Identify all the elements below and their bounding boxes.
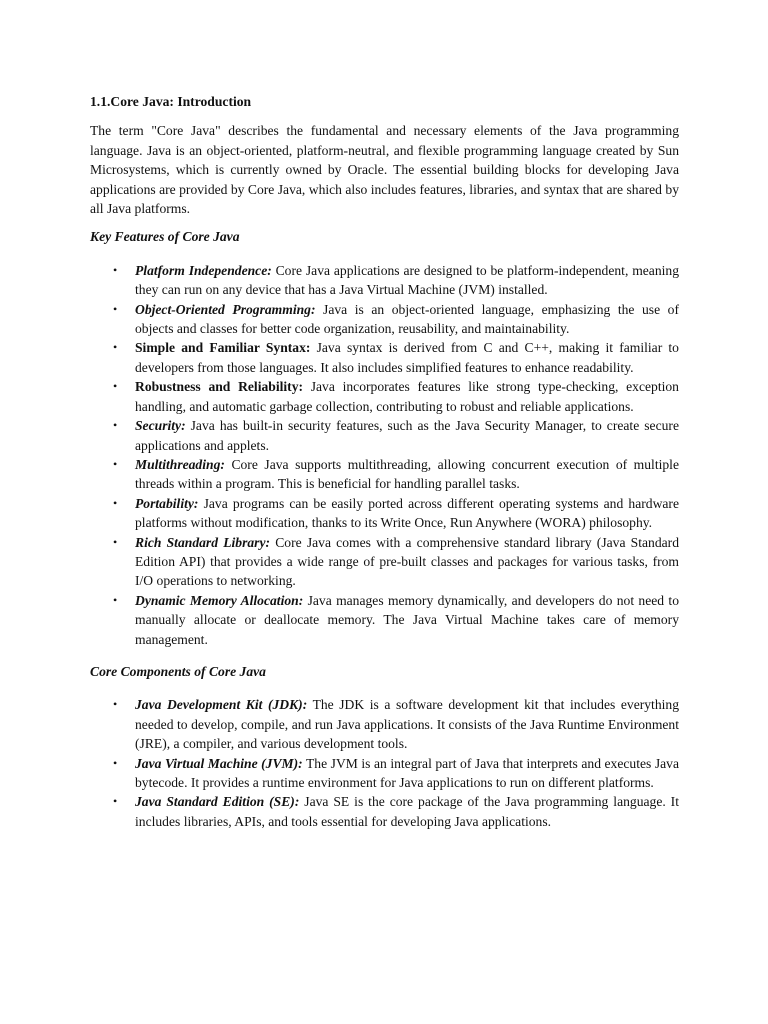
item-text: Core Java supports multithreading, allowing concurrent execution of multiple threads within a program. This is beneficial for handling parallel tasks. bbox=[135, 456, 679, 492]
bullet-icon: • bbox=[113, 534, 118, 549]
item-text: Java SE is the core package of the Java programming language. It includes libraries, APIs, and tools essential for developing Java applications. bbox=[135, 794, 679, 829]
features-list bbox=[90, 261, 679, 649]
list-item bbox=[90, 261, 679, 300]
list-item bbox=[90, 300, 679, 339]
list-item bbox=[90, 377, 679, 416]
bullet-icon: • bbox=[113, 755, 118, 770]
list-item bbox=[90, 494, 679, 533]
item-term: Portability: bbox=[135, 495, 199, 511]
item-text: Core Java comes with a comprehensive standard library (Java Standard Edition API) that provides a wide range of pre-built classes and packages for various tasks, from I/O operations to networking. bbox=[135, 534, 679, 589]
document-page bbox=[90, 92, 679, 844]
list-item bbox=[90, 792, 679, 831]
components-list bbox=[90, 695, 679, 831]
item-term: Simple and Familiar Syntax: bbox=[135, 340, 311, 356]
item-term: Platform Independence: bbox=[135, 262, 272, 278]
list-item bbox=[90, 455, 679, 494]
bullet-icon: • bbox=[113, 794, 118, 809]
item-term: Rich Standard Library: bbox=[135, 534, 271, 550]
item-term: Java Virtual Machine (JVM): bbox=[135, 755, 303, 771]
item-text: Java is an object-oriented language, emphasizing the use of objects and classes for better code organization, reusability, and maintainability. bbox=[135, 301, 679, 337]
features-heading: Key Features of Core Java bbox=[90, 229, 240, 245]
components-heading: Core Components of Core Java bbox=[90, 663, 266, 679]
item-text: Java programs can be easily ported across different operating systems and hardware platforms without modification, thanks to its Write Once, Run Anywhere (WORA) philosophy. bbox=[135, 495, 679, 531]
bullet-icon: • bbox=[113, 456, 118, 471]
section-title: 1.1.Core Java: Introduction bbox=[90, 94, 252, 109]
list-item bbox=[90, 695, 679, 753]
list-item bbox=[90, 416, 679, 455]
bullet-icon: • bbox=[113, 379, 118, 394]
bullet-icon: • bbox=[113, 340, 118, 355]
bullet-icon: • bbox=[113, 262, 118, 277]
item-term: Java Development Kit (JDK): bbox=[135, 697, 308, 713]
item-term: Object-Oriented Programming: bbox=[135, 301, 316, 317]
list-item bbox=[90, 338, 679, 377]
item-term: Dynamic Memory Allocation: bbox=[135, 592, 304, 608]
item-text: Core Java applications are designed to be platform-independent, meaning they can run on any device that has a Java Virtual Machine (JVM) installed. bbox=[135, 262, 680, 298]
item-text: The JDK is a software development kit that includes everything needed to develop, compile, and run Java applications. It consists of the Java Runtime Environment (JRE), a compiler, and various development tools. bbox=[135, 697, 679, 752]
item-term: Java Standard Edition (SE): bbox=[135, 794, 300, 810]
bullet-icon: • bbox=[113, 592, 118, 607]
list-item bbox=[90, 591, 679, 649]
bullet-icon: • bbox=[113, 495, 118, 510]
item-term: Security: bbox=[135, 418, 186, 434]
item-text: Java manages memory dynamically, and developers do not need to manually allocate or deallocate memory. The Java Virtual Machine takes care of memory management. bbox=[135, 592, 679, 647]
item-text: Java has built-in security features, such as the Java Security Manager, to create secure applications and applets. bbox=[135, 418, 679, 453]
bullet-icon: • bbox=[113, 418, 118, 433]
item-term: Multithreading: bbox=[135, 456, 225, 472]
item-text: The JVM is an integral part of Java that interprets and executes Java bytecode. It provides a runtime environment for Java applications to run on different platforms. bbox=[135, 755, 680, 790]
item-term: Robustness and Reliability: bbox=[135, 379, 304, 395]
bullet-icon: • bbox=[113, 301, 118, 316]
list-item bbox=[90, 754, 679, 793]
intro-paragraph: The term "Core Java" describes the fundamental and necessary elements of the Java programming language. Java is an object-oriented, platform-neutral, and flexible programming language created by Sun Microsystems, which is currently owned by Oracle. The essential building blocks for developing Java applications are provided by Core Java, which also includes features, libraries, and syntax that are shared by all Java platforms. bbox=[90, 123, 679, 217]
item-text: Java incorporates features like strong type-checking, exception handling, and automatic garbage collection, contributing to robust and reliable applications. bbox=[135, 379, 679, 414]
list-item bbox=[90, 533, 679, 591]
item-text: Java syntax is derived from C and C++, making it familiar to developers from those languages. It also includes simplified features to enhance readability. bbox=[135, 340, 679, 375]
bullet-icon: • bbox=[113, 697, 118, 712]
